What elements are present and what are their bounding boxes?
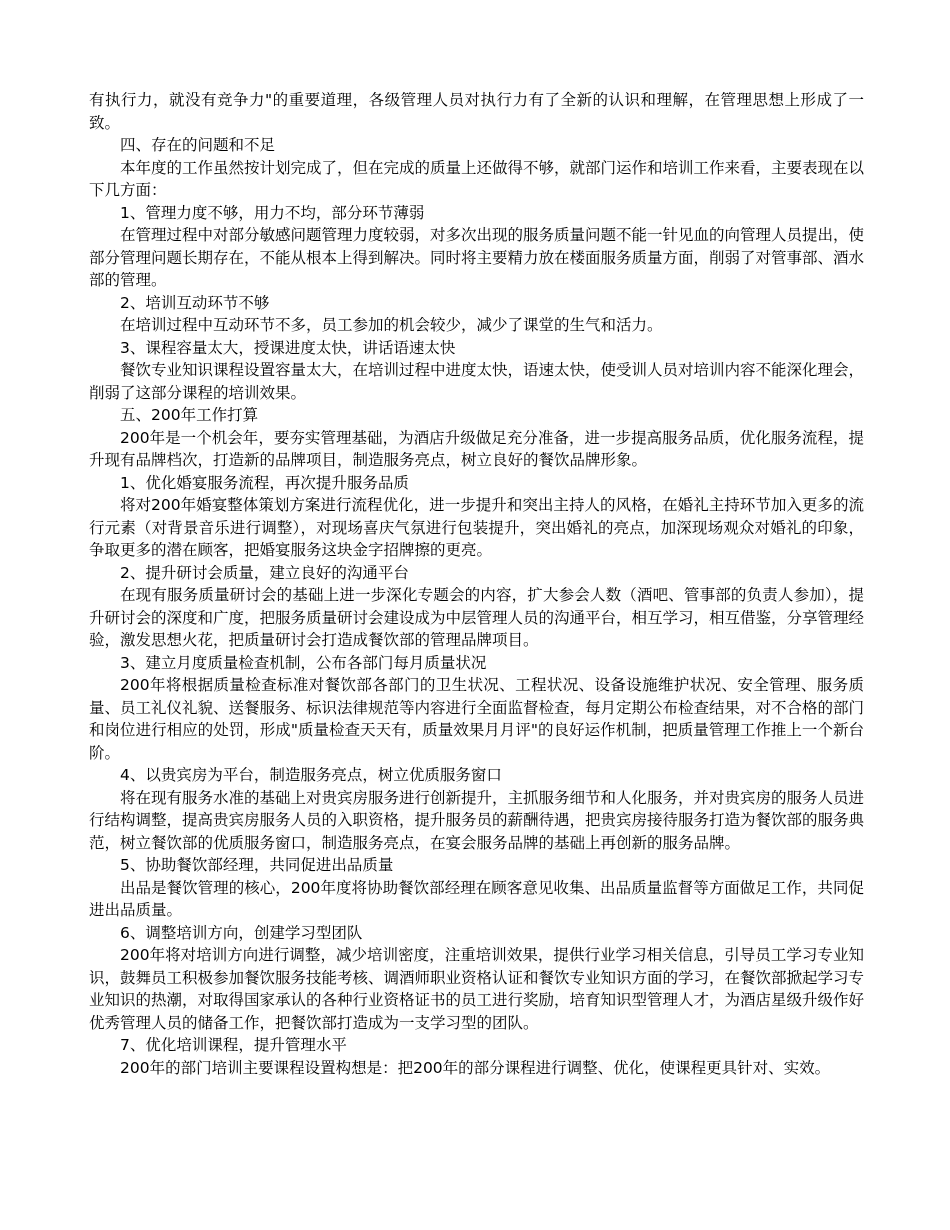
paragraph: 在管理过程中对部分敏感问题管理力度较弱，对多次出现的服务质量问题不能一针见血的向管理人员提出，使部分管理问题长期存在，不能从根本上得到解决。同时将主要精力放在楼面服务质量方面，削弱了对管事部、酒水部的管理。 [89, 226, 865, 289]
paragraph: 200年的部门培训主要课程设置构想是：把200年的部分课程进行调整、优化，使课程更具针对、实效。 [120, 1058, 831, 1077]
section-heading-problems: 四、存在的问题和不足 [120, 136, 276, 154]
subheading: 7、优化培训课程，提升管理水平 [120, 1036, 347, 1054]
section-heading-plan: 五、200年工作打算 [120, 406, 259, 424]
subheading: 1、优化婚宴服务流程，再次提升服务品质 [120, 473, 409, 492]
subheading: 2、提升研讨会质量，建立良好的沟通平台 [120, 563, 409, 582]
paragraph: 将对200年婚宴整体策划方案进行流程优化，进一步提升和突出主持人的风格，在婚礼主持环节加入更多的流行元素（对背景音乐进行调整），对现场喜庆气氛进行包装提升，突出婚礼的亮点，加深现场观众对婚礼的印象，争取更多的潜在顾客，把婚宴服务这块金字招牌擦的更亮。 [89, 496, 864, 559]
paragraph: 200年将对培训方向进行调整，减少培训密度，注重培训效果，提供行业学习相关信息，引导员工学习专业知识，鼓舞员工积极参加餐饮服务技能考核、调酒师职业资格认证和餐饮专业知识方面的学习，在餐饮部掀起学习专业知识的热潮，对取得国家承认的各种行业资格证书的员工进行奖励，培育知识型管理人才，为酒店星级升级作好优秀管理人员的储备工作，把餐饮部打造成为一支学习型的团队。 [89, 946, 865, 1032]
subheading: 1、管理力度不够，用力不均，部分环节薄弱 [120, 203, 425, 222]
subheading: 4、以贵宾房为平台，制造服务亮点，树立优质服务窗口 [120, 766, 502, 784]
paragraph: 出品是餐饮管理的核心，200年度将协助餐饮部经理在顾客意见收集、出品质量监督等方面做足工作，共同促进出品质量。 [89, 878, 864, 919]
paragraph: 在培训过程中互动环节不多，员工参加的机会较少，减少了课堂的生气和活力。 [120, 316, 663, 334]
subheading: 3、建立月度质量检查机制，公布各部门每月质量状况 [120, 653, 487, 672]
paragraph: 在现有服务质量研讨会的基础上进一步深化专题会的内容，扩大参会人数（酒吧、管事部的负责人参加），提升研讨会的深度和广度，把服务质量研讨会建设成为中层管理人员的沟通平台，相互学习，相互借鉴，分享管理经验，激发思想火花，把质量研讨会打造成餐饮部的管理品牌项目。 [89, 586, 865, 649]
paragraph: 餐饮专业知识课程设置容量太大，在培训过程中进度太快，语速太快，使受训人员对培训内容不能深化理会，削弱了这部分课程的培训效果。 [89, 361, 865, 402]
subheading: 6、调整培训方向，创建学习型团队 [120, 923, 363, 942]
document-page [89, 89, 864, 1079]
paragraph: 本年度的工作虽然按计划完成了，但在完成的质量上还做得不够，就部门运作和培训工作来看，主要表现在以下几方面： [89, 158, 865, 199]
subheading: 3、课程容量太大，授课进度太快，讲话语速太快 [120, 338, 456, 357]
paragraph: 将在现有服务水准的基础上对贵宾房服务进行创新提升，主抓服务细节和人化服务，并对贵宾房的服务人员进行结构调整，提高贵宾房服务人员的入职资格，提升服务员的薪酬待遇，把贵宾房接待服务打造为餐饮部的服务典范，树立餐饮部的优质服务窗口，制造服务亮点，在宴会服务品牌的基础上再创新的服务品牌。 [89, 788, 865, 852]
paragraph: 200年将根据质量检查标准对餐饮部各部门的卫生状况、工程状况、设备设施维护状况、安全管理、服务质量、员工礼仪礼貌、送餐服务、标识法律规范等内容进行全面监督检查，每月定期公布检查结果，对不合格的部门和岗位进行相应的处罚，形成"质量检查天天有，质量效果月月评"的良好运作机制，把质量管理工作推上一个新台阶。 [89, 676, 865, 762]
subheading: 2、培训互动环节不够 [120, 293, 270, 312]
paragraph-continuation: 有执行力，就没有竞争力"的重要道理，各级管理人员对执行力有了全新的认识和理解，在管理思想上形成了一致。 [89, 91, 864, 132]
paragraph: 200年是一个机会年，要夯实管理基础，为酒店升级做足充分准备，进一步提高服务品质，优化服务流程，提升现有品牌档次，打造新的品牌项目，制造服务亮点，树立良好的餐饮品牌形象。 [89, 428, 864, 469]
subheading: 5、协助餐饮部经理，共同促进出品质量 [120, 856, 394, 874]
